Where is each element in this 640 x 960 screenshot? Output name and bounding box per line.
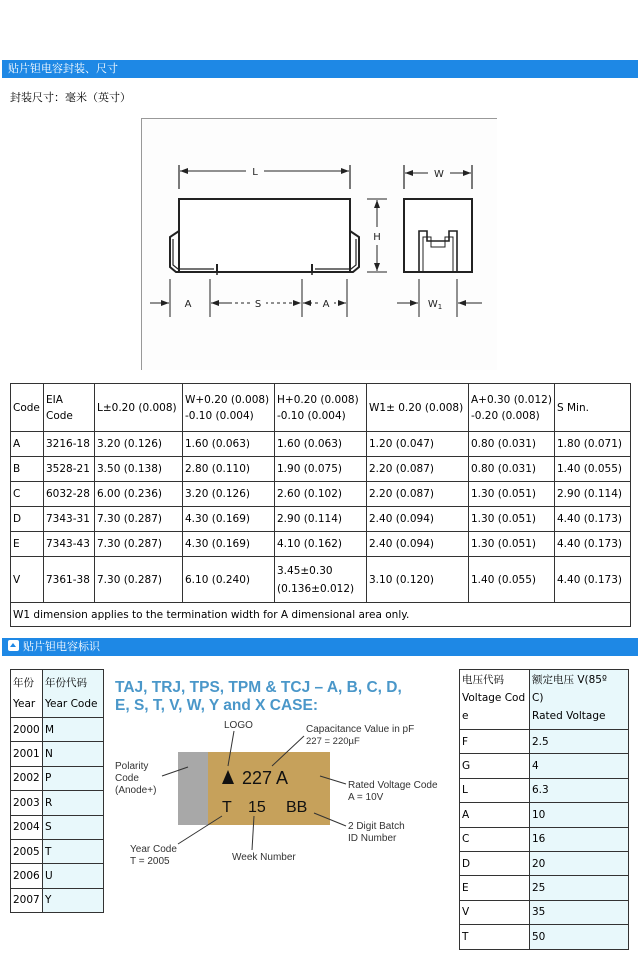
polarity-band — [178, 752, 208, 825]
section-header-marking — [2, 638, 638, 656]
cell-year-code: S — [43, 815, 104, 839]
header-voltage-code: 电压代码 Voltage Cod e — [460, 670, 530, 730]
cell-year-code: R — [43, 791, 104, 815]
cell-w1: 1.20 (0.047) — [367, 432, 469, 457]
cell-eia: 7361-38 — [44, 557, 95, 603]
header-rated-voltage: 额定电压 V(85º C) Rated Voltage — [530, 670, 629, 730]
cell-year-code: Y — [43, 888, 104, 912]
cell-s: 4.40 (0.173) — [555, 557, 631, 603]
marking-diagram — [110, 672, 450, 872]
cell-h: 4.10 (0.162) — [275, 532, 367, 557]
table-header-row — [11, 384, 631, 432]
cell-w1: 2.40 (0.094) — [367, 507, 469, 532]
cell-voltage-code: C — [460, 827, 530, 851]
cell-rated-voltage: 20 — [530, 851, 629, 875]
cell-h: 1.90 (0.075) — [275, 457, 367, 482]
header-l: L±0.20 (0.008) — [95, 384, 183, 432]
cell-w: 2.80 (0.110) — [183, 457, 275, 482]
cell-rated-voltage: 50 — [530, 925, 629, 949]
year-code-label: Year Code — [130, 844, 177, 855]
cell-year-code: N — [43, 742, 104, 766]
polarity-code-label: Code — [115, 773, 139, 784]
table-row — [11, 766, 104, 790]
table-header-row — [11, 670, 104, 718]
cell-code: D — [11, 507, 44, 532]
cell-year-code: U — [43, 864, 104, 888]
header-s: S Min. — [555, 384, 631, 432]
cell-w: 4.30 (0.169) — [183, 532, 275, 557]
cell-w: 1.60 (0.063) — [183, 432, 275, 457]
cell-year: 2004 — [11, 815, 43, 839]
table-header-row — [460, 670, 629, 730]
cell-rated-voltage: 6.3 — [530, 778, 629, 802]
cell-w1: 2.20 (0.087) — [367, 457, 469, 482]
cell-eia: 7343-43 — [44, 532, 95, 557]
cell-year-code: M — [43, 718, 104, 742]
cell-voltage-code: F — [460, 730, 530, 754]
label-a-right: A — [322, 299, 330, 310]
cell-rated-voltage: 35 — [530, 900, 629, 924]
cell-rated-voltage: 4 — [530, 754, 629, 778]
label-s: S — [254, 299, 262, 310]
cell-eia: 7343-31 — [44, 507, 95, 532]
table-row — [11, 864, 104, 888]
header-w1: W1± 0.20 (0.008) — [367, 384, 469, 432]
chip-year-code: T — [222, 799, 232, 816]
cell-l: 3.50 (0.138) — [95, 457, 183, 482]
cell-w1: 2.40 (0.094) — [367, 532, 469, 557]
logo-label: LOGO — [224, 720, 253, 731]
year-code-example: T = 2005 — [130, 856, 170, 867]
cell-eia: 3528-21 — [44, 457, 95, 482]
batch-id-number-label: ID Number — [348, 833, 397, 844]
cell-s: 4.40 (0.173) — [555, 507, 631, 532]
collapse-icon — [8, 640, 19, 651]
cell-s: 4.40 (0.173) — [555, 532, 631, 557]
table-row — [460, 851, 629, 875]
table-row — [11, 742, 104, 766]
week-number-label: Week Number — [232, 852, 296, 863]
table-row — [11, 839, 104, 863]
cell-year: 2006 — [11, 864, 43, 888]
cell-code: E — [11, 532, 44, 557]
cell-a: 0.80 (0.031) — [469, 457, 555, 482]
year-code-table — [10, 669, 104, 913]
table-row — [11, 507, 631, 532]
header-code: Code — [11, 384, 44, 432]
table-row — [11, 432, 631, 457]
cell-code: A — [11, 432, 44, 457]
cell-a: 1.40 (0.055) — [469, 557, 555, 603]
cell-year-code: P — [43, 766, 104, 790]
table-row — [460, 730, 629, 754]
label-l: L — [252, 167, 258, 178]
table-row — [460, 803, 629, 827]
table-row — [11, 791, 104, 815]
cell-code: C — [11, 482, 44, 507]
cell-voltage-code: V — [460, 900, 530, 924]
cell-a: 1.30 (0.051) — [469, 532, 555, 557]
cell-a: 0.80 (0.031) — [469, 432, 555, 457]
cell-w1: 2.20 (0.087) — [367, 482, 469, 507]
cell-a: 1.30 (0.051) — [469, 482, 555, 507]
capacitance-label: Capacitance Value in pF — [306, 724, 415, 735]
section-title: 贴片钽电容标识 — [23, 640, 100, 653]
cell-eia: 3216-18 — [44, 432, 95, 457]
cell-year: 2003 — [11, 791, 43, 815]
cell-h: 1.60 (0.063) — [275, 432, 367, 457]
table-row — [11, 888, 104, 912]
table-footnote: W1 dimension applies to the termination width for A dimensional area only. — [11, 603, 631, 627]
rated-voltage-example: A = 10V — [348, 792, 384, 803]
cell-eia: 6032-28 — [44, 482, 95, 507]
cell-rated-voltage: 2.5 — [530, 730, 629, 754]
table-row — [11, 532, 631, 557]
table-row — [460, 754, 629, 778]
label-a-left: A — [184, 299, 192, 310]
table-row — [460, 876, 629, 900]
cell-s: 1.40 (0.055) — [555, 457, 631, 482]
header-w: W+0.20 (0.008) -0.10 (0.004) — [183, 384, 275, 432]
cell-s: 1.80 (0.071) — [555, 432, 631, 457]
cell-w: 6.10 (0.240) — [183, 557, 275, 603]
cell-year-code: T — [43, 839, 104, 863]
cell-voltage-code: A — [460, 803, 530, 827]
section-header-package — [2, 60, 638, 78]
table-row — [11, 815, 104, 839]
cell-s: 2.90 (0.114) — [555, 482, 631, 507]
cell-a: 1.30 (0.051) — [469, 507, 555, 532]
cell-rated-voltage: 10 — [530, 803, 629, 827]
label-w1: $W_1$ — [427, 299, 443, 311]
cell-w: 3.20 (0.126) — [183, 482, 275, 507]
cell-h: 3.45±0.30 (0.136±0.012) — [275, 557, 367, 603]
package-dimension-unit: 封装尺寸：毫米（英寸） — [10, 91, 131, 104]
cell-l: 7.30 (0.287) — [95, 532, 183, 557]
polarity-anode-label: (Anode+) — [115, 785, 157, 796]
dimension-drawing-svg — [142, 119, 498, 371]
chip-marking-line1: 227 A — [242, 768, 289, 788]
marking-title-line2: E, S, T, V, W, Y and X CASE: — [115, 697, 318, 714]
cell-rated-voltage: 16 — [530, 827, 629, 851]
table-row — [11, 482, 631, 507]
chip-week-number: 15 — [248, 799, 266, 816]
header-year: 年份 Year — [11, 670, 43, 718]
table-row — [11, 457, 631, 482]
rated-voltage-label: Rated Voltage Code — [348, 780, 438, 791]
dimension-drawing — [141, 118, 497, 370]
cell-l: 7.30 (0.287) — [95, 557, 183, 603]
header-year-code: 年份代码 Year Code — [43, 670, 104, 718]
cell-year: 2005 — [11, 839, 43, 863]
dimensions-table — [10, 383, 631, 627]
table-row — [460, 778, 629, 802]
cell-voltage-code: L — [460, 778, 530, 802]
table-row — [11, 557, 631, 603]
voltage-code-table — [459, 669, 629, 950]
cell-w1: 3.10 (0.120) — [367, 557, 469, 603]
cell-year: 2000 — [11, 718, 43, 742]
table-row — [11, 718, 104, 742]
cell-rated-voltage: 25 — [530, 876, 629, 900]
table-row — [460, 925, 629, 949]
cell-l: 7.30 (0.287) — [95, 507, 183, 532]
cell-voltage-code: T — [460, 925, 530, 949]
cell-year: 2002 — [11, 766, 43, 790]
header-a: A+0.30 (0.012) -0.20 (0.008) — [469, 384, 555, 432]
marking-title-line1: TAJ, TRJ, TPS, TPM & TCJ – A, B, C, D, — [115, 679, 402, 696]
cell-voltage-code: E — [460, 876, 530, 900]
cell-l: 6.00 (0.236) — [95, 482, 183, 507]
cell-voltage-code: D — [460, 851, 530, 875]
label-w: W — [434, 169, 444, 180]
cell-code: V — [11, 557, 44, 603]
cell-h: 2.60 (0.102) — [275, 482, 367, 507]
chip-batch-id: BB — [286, 799, 308, 816]
cell-year: 2001 — [11, 742, 43, 766]
cell-w: 4.30 (0.169) — [183, 507, 275, 532]
cell-l: 3.20 (0.126) — [95, 432, 183, 457]
cell-voltage-code: G — [460, 754, 530, 778]
cell-year: 2007 — [11, 888, 43, 912]
header-eia: EIA Code — [44, 384, 95, 432]
table-row — [460, 827, 629, 851]
batch-id-label: 2 Digit Batch — [348, 821, 405, 832]
header-h: H+0.20 (0.008) -0.10 (0.004) — [275, 384, 367, 432]
cell-h: 2.90 (0.114) — [275, 507, 367, 532]
polarity-label: Polarity — [115, 761, 149, 772]
marking-diagram-svg — [110, 672, 450, 872]
label-h: H — [373, 232, 381, 243]
table-row — [460, 900, 629, 924]
table-footnote-row — [11, 603, 631, 627]
cell-code: B — [11, 457, 44, 482]
section-title: 贴片钽电容封装、尺寸 — [8, 62, 118, 75]
capacitance-example: 227 = 220µF — [306, 736, 360, 747]
